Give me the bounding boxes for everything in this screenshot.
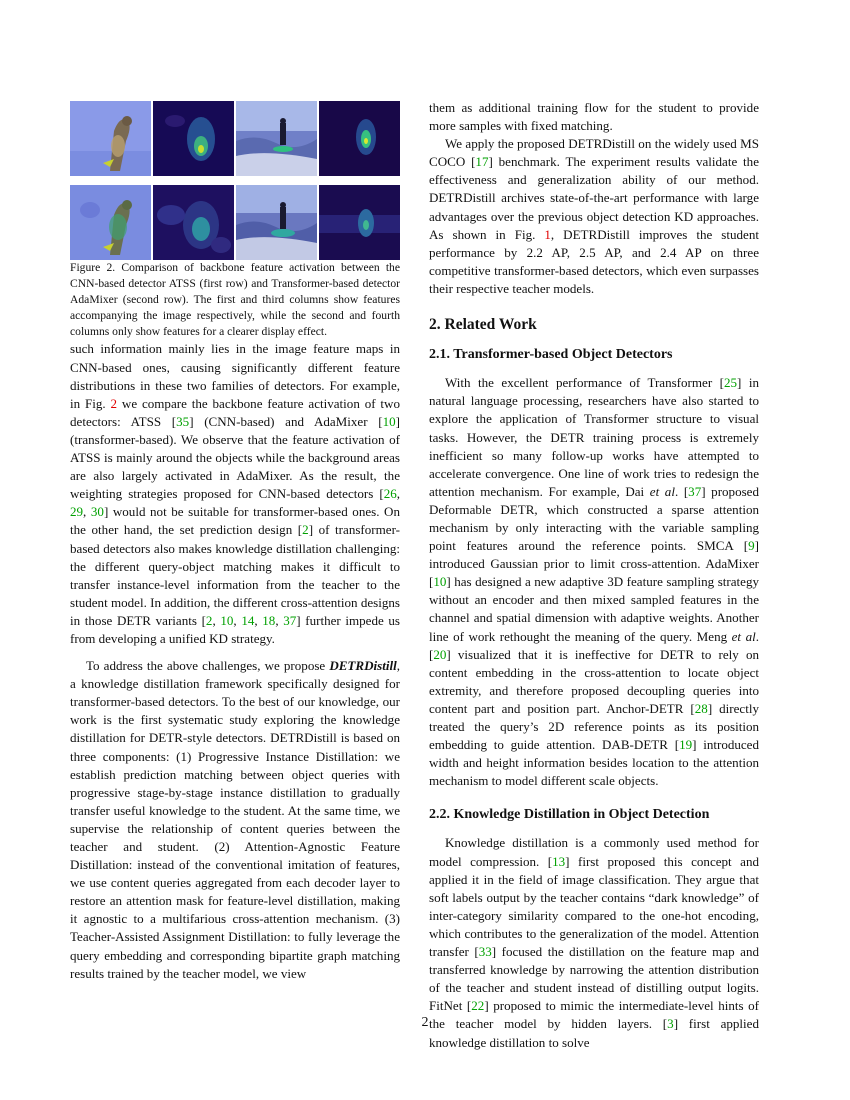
citation[interactable]: 10 [382, 413, 396, 429]
figure-tile-surfer-heatmap [319, 101, 400, 176]
page-number: 2 [421, 1015, 429, 1030]
fig-ref[interactable]: 2 [110, 395, 118, 411]
left-paragraph-1: such information mainly lies in the image feature maps in CNN-based ones, causing significantly different feature distributions in these two families of detectors. For example, in Fig. 2 we compare the backbone feature activation of two detectors: ATSS [35] (CNN-based) and AdaMixer [10] (transformer-based). We observe that the feature activation of ATSS is mainly around the objects while the background areas are also largely activated in AdaMixer. As the result, the weighting strategies proposed for CNN-based detectors [26, 29, 30] would not be suitable for transformer-based ones. On the other hand, the set prediction design [2] of transformer-based detectors also makes knowledge distillation challenging: the different query-object matching makes it difficult to transfer instance-level information from the teacher to the student model. In addition, the different cross-attention designs in those DETR variants [2, 10, 14, 18, 37] further impede us from developing a unified KD strategy. [70, 341, 401, 646]
figure-caption: Figure 2. Comparison of backbone feature activation between the CNN-based detector ATSS (first row) and Transformer-based detector AdaMixer (second row). The first and third columns show features accompanying the image respectively, while the second and fourth columns only show features for a clearer display effect. [70, 261, 400, 339]
right-paragraph-2: We apply the proposed DETRDistill on the widely used MS COCO [17] benchmark. The experiment results validate the effectiveness and generalization ability of our method. DETRDistill archives state-of-the-art performance with large advantages over the previous object detection KD approaches. As shown in Fig. 1, DETRDistill improves the student performance by 2.2 AP, 2.5 AP, and 2.4 AP on three competitive transformer-based detectors, which even surpasses their respective teacher models. [429, 136, 759, 296]
figure-tile-bird-image [70, 101, 151, 176]
figure-row-atss [70, 101, 400, 176]
figure-2 [70, 101, 400, 340]
citation[interactable]: 18 [262, 612, 276, 628]
citation[interactable]: 19 [679, 737, 693, 753]
citation[interactable]: 22 [471, 998, 485, 1014]
fig-ref[interactable]: 1 [544, 226, 551, 242]
figure-tile-surfer-overlay [236, 185, 317, 260]
citation[interactable]: 35 [176, 413, 190, 429]
citation[interactable]: 9 [748, 538, 755, 554]
method-name: DETRDistill [329, 658, 397, 674]
right-paragraph-3: With the excellent performance of Transformer [25] in natural language processing, researchers have also started to explore the application of Transformer structure to visual tasks. However, the DETR training process is extremely inefficient so many follow-up works have attempted to accelerate convergence. One line of work tries to redesign the attention mechanism. For example, Dai et al. [37] proposed Deformable DETR, which constructed a sparse attention mechanism by only interacting with the variable sampling point features around the reference points. SMCA [9] introduced Gaussian prior to limit cross-attention. AdaMixer [10] has designed a new adaptive 3D feature sampling strategy without an encoder and then mixed sampled features in the channel and spatial dimension with adaptive weights. Another line of work rethought the meaning of the query. Meng et al. [20] visualized that it is ineffective for DETR to rely on content embedding in the cross-attention to locate object extremity, and therefore proposed decoupling queries into content part and position part. Anchor-DETR [28] directly treated the query’s 2D reference points as its position embedding to guide attention. DAB-DETR [19] introduced width and height information besides location to the attention mechanism to model different scale objects. [429, 375, 760, 789]
citation[interactable]: 2 [302, 522, 309, 538]
citation[interactable]: 20 [433, 646, 447, 662]
citation[interactable]: 37 [688, 483, 702, 499]
citation[interactable]: 29 [70, 504, 84, 520]
citation[interactable]: 30 [90, 504, 104, 520]
citation[interactable]: 10 [220, 612, 234, 628]
citation[interactable]: 17 [475, 154, 489, 170]
figure-row-adamixer [70, 185, 400, 260]
right-paragraph-1: them as additional training flow for the student to provide more samples with fixed matching. [429, 100, 759, 134]
section-title: 2. Related Work [429, 316, 537, 334]
left-column [70, 101, 400, 983]
citation[interactable]: 10 [433, 574, 447, 590]
citation[interactable]: 26 [383, 486, 397, 502]
citation[interactable]: 37 [283, 612, 297, 628]
citation[interactable]: 13 [552, 853, 566, 869]
right-column [429, 99, 759, 1052]
citation[interactable]: 3 [667, 1016, 674, 1032]
figure-tile-bird-overlay [70, 185, 151, 260]
citation[interactable]: 25 [724, 375, 738, 391]
citation[interactable]: 33 [478, 944, 492, 960]
citation[interactable]: 2 [205, 612, 213, 628]
right-paragraph-4: Knowledge distillation is a commonly used method for model compression. [13] first proposed this concept and applied it in the field of image classification. They argue that soft labels output by the teacher contains “dark knowledge” of inter-category similarity compared to the one-hot encoding, which contributes to the generalization of the model. Attention transfer [33] focused the distillation on the feature map and transferred knowledge by narrowing the attention distribution of the teacher and student instead of distilling output logits. FitNet [22] proposed to mimic the intermediate-level hints of the teacher model by hidden layers. [3] first applied knowledge distillation to solve [429, 835, 760, 1050]
figure-tile-bird-heatmap [153, 101, 234, 176]
figure-tile-bird-heatmap-2 [153, 185, 234, 260]
figure-tile-surfer-image [236, 101, 317, 176]
citation[interactable]: 28 [694, 700, 708, 716]
subsection-title: 2.1. Transformer-based Object Detectors [429, 347, 673, 363]
left-paragraph-2: To address the above challenges, we propose DETRDistill, a knowledge distillation framework specifically designed for transformer-based detectors. To the best of our knowledge, our work is the first systematic study exploring the knowledge distillation for DETR-style detectors. DETRDistill is based on three components: (1) Progressive Instance Distillation: we establish prediction matching between object queries with progressive stage-by-stage instance distillation to gradually transfer useful knowledge to the student. At the same time, we supervise the relationship of content queries between the teacher and student. (2) Attention-Agnostic Feature Distillation: instead of the conventional imitation of features, we use content queries aggregated from each decoder layer to restore an attention mask for feature-level distillation, making it agnostic to a multifarious cross-attention mechanism. (3) Teacher-Assisted Assignment Distillation: to fully leverage the query embedding and corresponding bipartite graph matching results trained by the teacher model, we view [70, 658, 400, 981]
citation[interactable]: 14 [241, 612, 255, 628]
subsection-title: 2.2. Knowledge Distillation in Object Detection [429, 807, 710, 823]
figure-tile-surfer-heatmap-2 [319, 185, 400, 260]
